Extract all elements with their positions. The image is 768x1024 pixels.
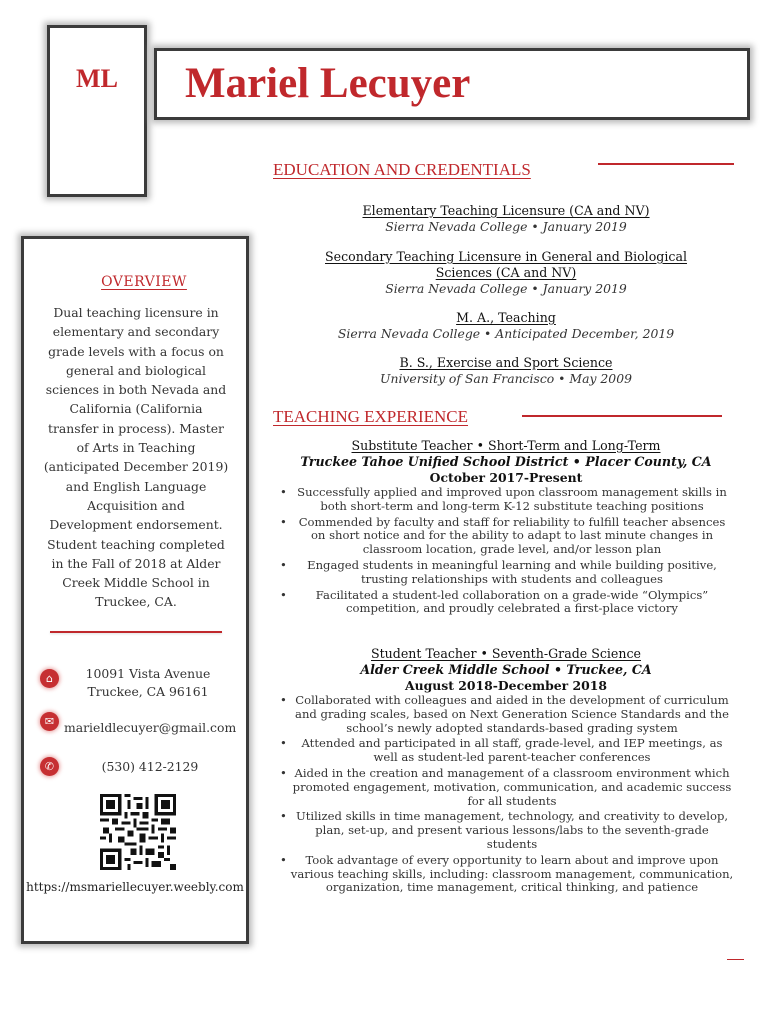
envelope-icon: ✉ (40, 712, 59, 731)
address-line: Truckee, CA 96161 (87, 684, 209, 699)
list-item: • Took advantage of every opportunity to learn about and improve upon various teaching skills, including: classroom management, communication, organization, time management, critical thinking, and patience (272, 854, 740, 895)
job-student-teacher (272, 646, 740, 897)
education-heading: EDUCATION AND CREDENTIALS (273, 160, 531, 179)
list-item: • Facilitated a student-led collaboration on a grade-wide “Olympics” competition, and proudly celebrated a first-place victory (272, 589, 740, 617)
experience-rule (522, 415, 722, 417)
footer-mark (727, 959, 744, 960)
overview-line: Acquisition and (87, 497, 185, 513)
qr-code-icon (100, 794, 176, 870)
education-item (272, 203, 740, 235)
overview-title: OVERVIEW (101, 274, 187, 290)
job-bullets (272, 694, 740, 895)
education-list (272, 203, 740, 387)
overview-line: elementary and secondary (52, 324, 220, 340)
education-detail: Sierra Nevada College • Anticipated December, 2019 (337, 326, 675, 341)
overview-line: transfer in process). Master (48, 420, 224, 436)
monogram-box (47, 25, 147, 197)
job-bullets (272, 486, 740, 616)
education-title: B. S., Exercise and Sport Science (399, 355, 613, 370)
list-item: • Collaborated with colleagues and aided in the development of curriculum and grading scales, based on Next Generation Science Standards and the school’s newly adopted standards-based grading system (272, 694, 740, 735)
job-organization: Truckee Tahoe Unified School District • Placer County, CA (300, 454, 712, 469)
list-item: • Aided in the creation and management of a classroom environment which promoted engagement, motivation, communication, and academic success for all students (272, 767, 740, 808)
job-dates: August 2018-December 2018 (405, 678, 607, 693)
education-detail: University of San Francisco • May 2009 (380, 371, 632, 386)
overview-line: Dual teaching licensure in (53, 305, 219, 320)
job-substitute (272, 438, 740, 618)
overview-line: general and biological (66, 362, 206, 378)
job-title: Student Teacher • Seventh-Grade Science (370, 646, 641, 661)
job-organization: Alder Creek Middle School • Truckee, CA (360, 662, 652, 677)
education-title: Elementary Teaching Licensure (CA and NV) (362, 203, 650, 218)
education-item (272, 249, 740, 297)
overview-line: of Arts in Teaching (76, 440, 196, 456)
sidebar (21, 236, 249, 944)
overview-line: California (California (69, 401, 203, 417)
overview-text (36, 303, 236, 612)
overview-line: Truckee, CA. (95, 594, 177, 610)
phone-number: (530) 412-2129 (101, 759, 199, 774)
education-item (272, 310, 740, 342)
education-item (272, 355, 740, 387)
job-dates: October 2017-Present (429, 470, 583, 485)
overview-line: Development endorsement. (49, 517, 223, 533)
education-rule (598, 163, 734, 165)
education-detail: Sierra Nevada College • January 2019 (385, 281, 627, 296)
monogram: ML (76, 64, 118, 93)
list-item: • Utilized skills in time management, technology, and creativity to develop, plan, set-up, and present various lessons/labs to the seventh-grade students (272, 810, 740, 851)
overview-line: sciences in both Nevada and (45, 382, 227, 398)
address (24, 665, 246, 701)
list-item: • Engaged students in meaningful learning and while building positive, trusting relationships with students and colleagues (272, 559, 740, 587)
overview-line: Student teaching completed (47, 536, 225, 552)
overview-line: (anticipated December 2019) (43, 459, 229, 475)
experience-heading: TEACHING EXPERIENCE (273, 407, 469, 426)
address-line: 10091 Vista Avenue (85, 666, 211, 681)
overview-line: in the Fall of 2018 at Alder (51, 555, 221, 571)
education-detail: Sierra Nevada College • January 2019 (385, 219, 627, 234)
sidebar-divider (50, 631, 222, 633)
job-title: Substitute Teacher • Short-Term and Long-Term (351, 438, 661, 453)
email-link[interactable]: marieldlecuyer@gmail.com (64, 720, 237, 735)
phone-icon: ✆ (40, 757, 59, 776)
name-header (154, 48, 750, 120)
home-icon: ⌂ (40, 669, 59, 688)
overview-line: Creek Middle School in (62, 575, 210, 591)
candidate-name: Mariel Lecuyer (185, 60, 471, 107)
list-item: • Attended and participated in all staff, grade-level, and IEP meetings, as well as student-led parent-teacher conferences (272, 737, 740, 765)
list-item: • Commended by faculty and staff for reliability to fulfill teacher absences on short notice and for the ability to adapt to last minute changes in classroom location, grade level, and/or lesson plan (272, 516, 740, 557)
overview-line: and English Language (65, 478, 207, 494)
website-link[interactable]: https://msmariellecuyer.weebly.com (26, 880, 244, 894)
list-item: • Successfully applied and improved upon classroom management skills in both short-term and long-term K-12 substitute teaching positions (272, 486, 740, 514)
education-title: Sciences (CA and NV) (435, 265, 577, 280)
education-title: Secondary Teaching Licensure in General and Biological (325, 249, 687, 264)
overview-line: grade levels with a focus on (48, 343, 224, 359)
education-title: M. A., Teaching (456, 310, 556, 325)
